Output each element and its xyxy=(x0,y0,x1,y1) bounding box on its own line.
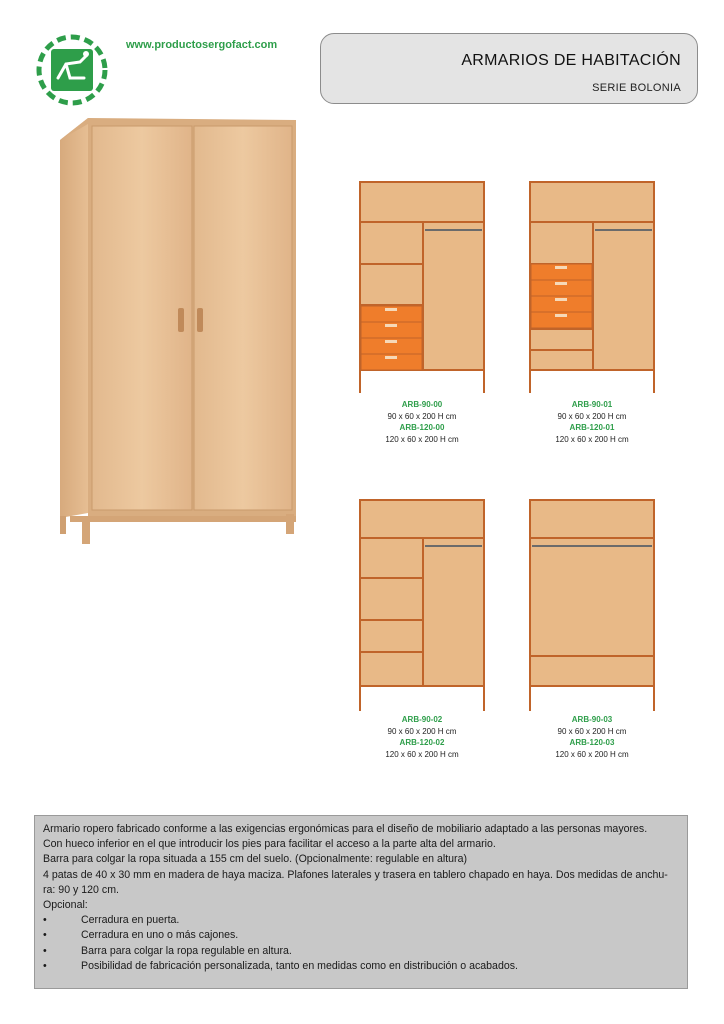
diagram-arb-02 xyxy=(357,496,487,711)
option-item xyxy=(43,913,679,928)
model-code: ARB-90-02 xyxy=(401,715,443,724)
model-code: ARB-90-00 xyxy=(401,400,443,409)
wardrobe-photo xyxy=(56,118,300,544)
caption-arb-01 xyxy=(512,399,672,445)
bullet-icon: • xyxy=(43,914,47,927)
option-item xyxy=(43,928,679,943)
model-dimensions: 120 x 60 x 200 H cm xyxy=(555,749,629,759)
caption-arb-03 xyxy=(512,714,672,760)
description-line: Opcional: xyxy=(43,899,88,912)
bullet-icon: • xyxy=(43,929,47,942)
description-line: Con hueco inferior en el que introducir los pies para facilitar el acceso a la parte alta del armario. xyxy=(43,838,496,851)
option-text: Posibilidad de fabricación personalizada, tanto en medidas como en distribución o acabados. xyxy=(81,959,518,972)
option-item xyxy=(43,959,679,974)
description-line: Barra para colgar la ropa situada a 155 cm del suelo. (Opcionalmente: regulable en altura) xyxy=(43,853,467,866)
caption-arb-00 xyxy=(342,399,502,445)
model-code: ARB-90-01 xyxy=(571,400,613,409)
model-dimensions: 90 x 60 x 200 H cm xyxy=(387,411,457,421)
model-code: ARB-120-03 xyxy=(569,738,615,747)
diagram-arb-03 xyxy=(527,496,657,711)
bullet-icon: • xyxy=(43,944,47,957)
diagram-arb-00 xyxy=(357,178,487,393)
model-dimensions: 120 x 60 x 200 H cm xyxy=(555,434,629,444)
model-code: ARB-120-00 xyxy=(399,423,445,432)
model-code: ARB-120-02 xyxy=(399,738,445,747)
ergofact-logo xyxy=(36,34,108,106)
option-text: Barra para colgar la ropa regulable en altura. xyxy=(81,944,292,957)
model-code: ARB-90-03 xyxy=(571,715,613,724)
option-text: Cerradura en puerta. xyxy=(81,914,180,927)
model-dimensions: 120 x 60 x 200 H cm xyxy=(385,434,459,444)
diagram-arb-01 xyxy=(527,178,657,393)
description-line: 4 patas de 40 x 30 mm en madera de haya maciza. Plafones laterales y trasera en tablero chapado en haya. Dos medidas de anchu- xyxy=(43,868,668,881)
page-title: ARMARIOS DE HABITACIÓN xyxy=(461,52,681,69)
option-text: Cerradura en uno o más cajones. xyxy=(81,929,239,942)
description-line: Armario ropero fabricado conforme a las exigencias ergonómicas para el diseño de mobiliario adaptado a las personas mayores. xyxy=(43,823,648,835)
model-dimensions: 90 x 60 x 200 H cm xyxy=(557,411,627,421)
website-url[interactable]: www.productosergofact.com xyxy=(126,39,278,51)
model-dimensions: 90 x 60 x 200 H cm xyxy=(557,726,627,736)
bullet-icon: • xyxy=(43,959,47,972)
title-panel xyxy=(320,33,698,104)
description-line: ra: 90 y 120 cm. xyxy=(43,883,119,896)
model-code: ARB-120-01 xyxy=(569,423,615,432)
model-dimensions: 120 x 60 x 200 H cm xyxy=(385,749,459,759)
option-item xyxy=(43,944,679,959)
model-dimensions: 90 x 60 x 200 H cm xyxy=(387,726,457,736)
description-panel xyxy=(34,815,688,989)
caption-arb-02 xyxy=(342,714,502,760)
series-subtitle: SERIE BOLONIA xyxy=(592,82,681,94)
